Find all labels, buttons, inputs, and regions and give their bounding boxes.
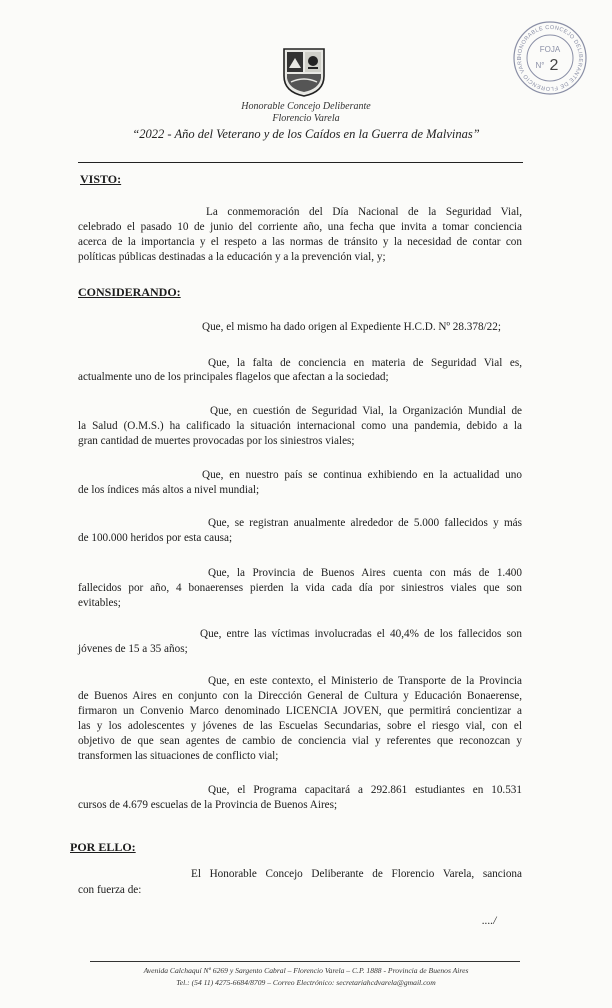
footer-address: Avenida Calchaquí Nº 6269 y Sargento Cabral – Florencio Varela – C.P. 1888 - Provincia de Buenos Aires bbox=[143, 966, 469, 975]
considerando-paragraph: fallecidos por año, 4 bonaerenses pierden la vida cada día por siniestros viales que son bbox=[78, 582, 522, 594]
stamp-number-label: N° bbox=[535, 61, 545, 70]
considerando-paragraph: Que, la Provincia de Buenos Aires cuenta con más de 1.400 bbox=[208, 567, 522, 579]
considerando-paragraph: Que, la falta de conciencia en materia de Seguridad Vial es, bbox=[208, 357, 522, 369]
visto-line: acerca de la importancia y el respeto a las normas de tránsito y la necesidad de contar con bbox=[78, 236, 522, 248]
stamp-foja-label: FOJA bbox=[539, 45, 561, 54]
crest-logo bbox=[281, 46, 327, 98]
considerando-paragraph: jóvenes de 15 a 35 años; bbox=[78, 643, 188, 655]
foja-stamp bbox=[512, 20, 588, 96]
por-ello-line: El Honorable Concejo Deliberante de Florencio Varela, sanciona bbox=[191, 868, 522, 880]
por-ello-heading: POR ELLO: bbox=[70, 840, 136, 854]
footer-contact: Tel.: (54 11) 4275-6684/8709 – Correo Electrónico: secretariahcdvarela@gmail.com bbox=[176, 978, 436, 987]
considerando-paragraph: de los índices más altos a nivel mundial; bbox=[78, 484, 260, 496]
continuation-mark: ..../ bbox=[482, 915, 497, 927]
considerando-paragraph: Que, el mismo ha dado origen al Expediente H.C.D. Nº 28.378/22; bbox=[202, 321, 501, 333]
considerando-paragraph: las y los adolescentes y jóvenes de las Escuelas Secundarias, sobre el riesgo vial, con el bbox=[78, 720, 522, 732]
institution-city: Florencio Varela bbox=[272, 113, 340, 124]
considerando-paragraph: evitables; bbox=[78, 597, 121, 609]
considerando-paragraph: Que, en cuestión de Seguridad Vial, la Organización Mundial de bbox=[210, 405, 522, 417]
considerando-paragraph: la Salud (O.M.S.) ha calificado la situación internacional como una pandemia, debido a la bbox=[78, 420, 522, 432]
considerando-paragraph: transformen las situaciones de conflicto vial; bbox=[78, 750, 279, 762]
considerando-paragraph: de 100.000 heridos por esta causa; bbox=[78, 532, 233, 544]
considerando-paragraph: Que, en este contexto, el Ministerio de Transporte de la Provincia bbox=[208, 675, 522, 687]
considerando-paragraph: cursos de 4.679 escuelas de la Provincia de Buenos Aires; bbox=[78, 799, 338, 811]
stamp-ring-text: HONORABLE CONCEJO DELIBERANTE DE FLORENCIO VARE bbox=[516, 24, 584, 92]
institution-name: Honorable Concejo Deliberante bbox=[241, 101, 371, 112]
considerando-heading: CONSIDERANDO: bbox=[78, 285, 181, 299]
considerando-paragraph: Que, se registran anualmente alrededor de 5.000 fallecidos y más bbox=[208, 517, 522, 529]
footer-divider bbox=[90, 961, 520, 962]
visto-line: La conmemoración del Día Nacional de la Seguridad Vial, bbox=[206, 206, 522, 218]
considerando-paragraph: gran cantidad de muertes provocadas por los siniestros viales; bbox=[78, 435, 355, 447]
considerando-paragraph: Que, el Programa capacitará a 292.861 estudiantes en 10.531 bbox=[208, 784, 522, 796]
considerando-paragraph: firmaron un Convenio Marco denominado LICENCIA JOVEN, que permitirá concientizar a bbox=[78, 705, 522, 717]
considerando-paragraph: objetivo de que sean agentes de cambio de conciencia vial y referentes que reconozcan y bbox=[78, 735, 522, 747]
considerando-paragraph: Que, en nuestro país se continua exhibiendo en la actualidad uno bbox=[202, 469, 522, 481]
year-motto: “2022 - Año del Veterano y de los Caídos en la Guerra de Malvinas” bbox=[132, 127, 480, 141]
header-divider bbox=[78, 162, 523, 163]
considerando-paragraph: Que, entre las víctimas involucradas el 40,4% de los fallecidos son bbox=[200, 628, 522, 640]
considerando-paragraph: de Buenos Aires en conjunto con la Dirección General de Cultura y Educación Bonaerense, bbox=[78, 690, 522, 702]
visto-line: celebrado el pasado 10 de junio del corriente año, una fecha que invita a tomar conciencia bbox=[78, 221, 522, 233]
visto-line: políticas públicas destinadas a la educación y a la prevención vial, y; bbox=[78, 251, 386, 263]
visto-heading: VISTO: bbox=[80, 172, 122, 186]
stamp-number: 2 bbox=[549, 57, 559, 74]
considerando-paragraph: actualmente uno de los principales flagelos que afectan a la sociedad; bbox=[78, 371, 389, 383]
por-ello-line: con fuerza de: bbox=[78, 884, 142, 896]
